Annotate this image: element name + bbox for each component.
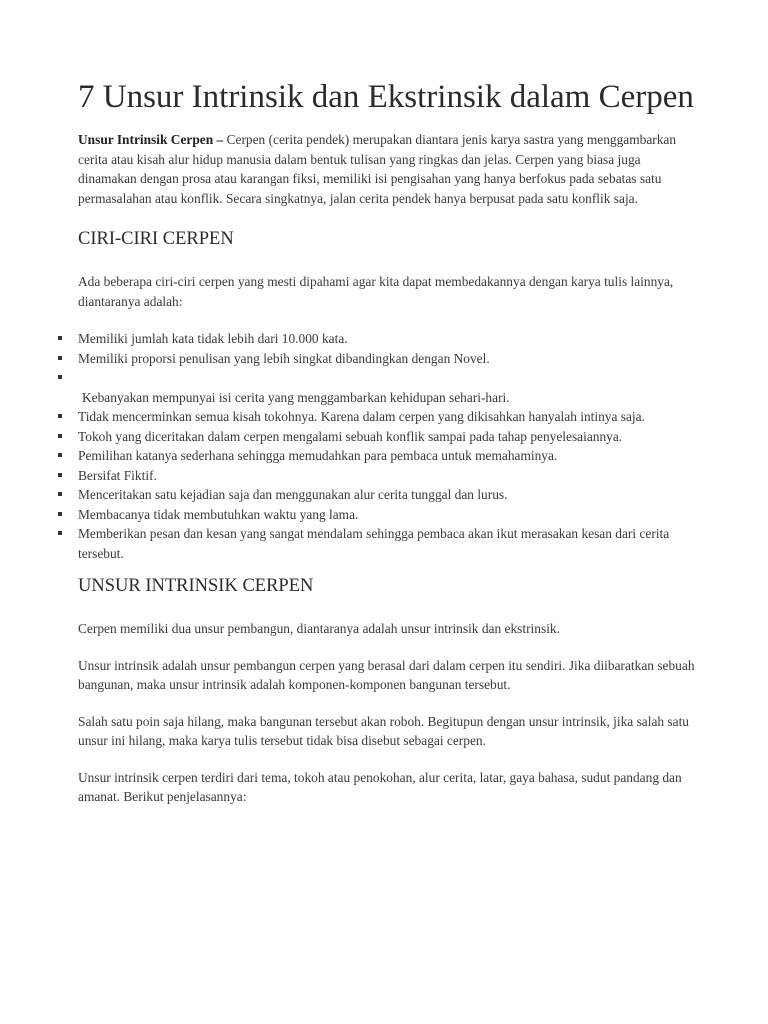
intro-lead: Unsur Intrinsik Cerpen – bbox=[78, 132, 224, 147]
list-item: Memiliki proporsi penulisan yang lebih singkat dibandingkan dengan Novel. bbox=[78, 349, 698, 369]
intro-paragraph bbox=[78, 130, 698, 208]
list-item-text: Kebanyakan mempunyai isi cerita yang menggambarkan kehidupan sehari-hari. bbox=[82, 389, 510, 405]
list-item: Tokoh yang diceritakan dalam cerpen mengalami sebuah konflik sampai pada tahap penyelesaiannya. bbox=[78, 427, 698, 447]
unsur-paragraph: Salah satu poin saja hilang, maka bangunan tersebut akan roboh. Begitupun dengan unsur intrinsik, jika salah satu unsur ini hilang, maka karya tulis tersebut tidak bisa disebut sebagai cerpen. bbox=[78, 713, 689, 748]
list-item: Memiliki jumlah kata tidak lebih dari 10.000 kata. bbox=[78, 329, 698, 349]
intro-text: Cerpen (cerita pendek) merupakan diantara jenis karya sastra yang menggambarkan cerita atau kisah alur hidup manusia dalam bentuk tulisan yang ringkas dan jelas. Cerpen yang biasa juga dinamakan dengan prosa atau karangan fiksi, memiliki isi pengisahan yang hanya berfokus pada sebatas satu permasalahan atau konflik. Secara singkatnya, jalan cerita pendek hanya berpusat pada satu konflik saja. bbox=[78, 132, 677, 206]
ciri-list bbox=[78, 329, 698, 563]
ciri-intro-paragraph: Ada beberapa ciri-ciri cerpen yang mesti dipahami agar kita dapat membedakannya dengan karya tulis lainnya, diantaranya adalah: bbox=[78, 274, 674, 309]
unsur-paragraph: Cerpen memiliki dua unsur pembangun, diantaranya adalah unsur intrinsik dan ekstrinsik. bbox=[78, 621, 560, 636]
page-title: 7 Unsur Intrinsik dan Ekstrinsik dalam Cerpen bbox=[78, 79, 694, 115]
section-heading-ciri: CIRI-CIRI CERPEN bbox=[78, 229, 234, 249]
list-item bbox=[78, 368, 698, 407]
unsur-paragraph: Unsur intrinsik cerpen terdiri dari tema, tokoh atau penokohan, alur cerita, latar, gaya bahasa, sudut pandang dan amanat. Berikut penjelasannya: bbox=[78, 769, 682, 804]
list-item: Pemilihan katanya sederhana sehingga memudahkan para pembaca untuk memahaminya. bbox=[78, 446, 698, 466]
document-page bbox=[78, 76, 698, 807]
list-item: Membacanya tidak membutuhkan waktu yang lama. bbox=[78, 505, 698, 525]
section-heading-unsur: UNSUR INTRINSIK CERPEN bbox=[78, 576, 314, 596]
unsur-paragraph: Unsur intrinsik adalah unsur pembangun cerpen yang berasal dari dalam cerpen itu sendiri. Jika diibaratkan sebuah bangunan, maka unsur intrinsik adalah komponen-komponen bangunan tersebut. bbox=[78, 657, 695, 692]
list-item: Tidak mencerminkan semua kisah tokohnya. Karena dalam cerpen yang dikisahkan hanyalah intinya saja. bbox=[78, 407, 698, 427]
list-item: Menceritakan satu kejadian saja dan menggunakan alur cerita tunggal dan lurus. bbox=[78, 485, 698, 505]
list-item: Memberikan pesan dan kesan yang sangat mendalam sehingga pembaca akan ikut merasakan kesan dari cerita tersebut. bbox=[78, 524, 698, 563]
list-item: Bersifat Fiktif. bbox=[78, 466, 698, 486]
